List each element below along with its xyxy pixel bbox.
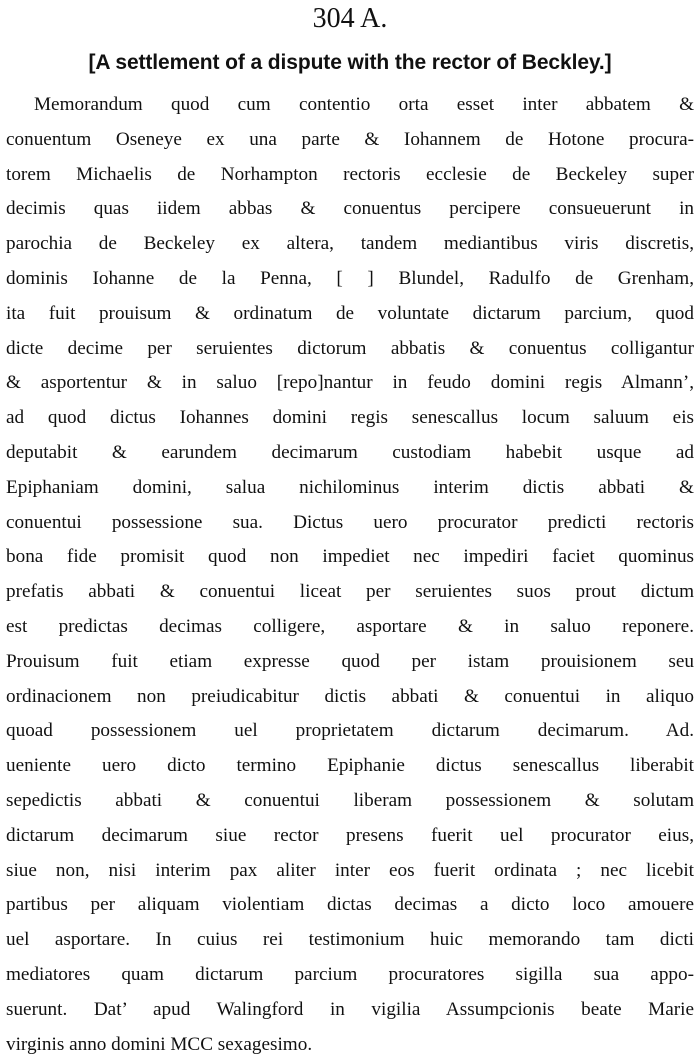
text-line: conuentum Oseneye ex una parte & Iohannem de Hotone procura- xyxy=(6,128,694,150)
text-line: decimis quas iidem abbas & conuentus percipere consueuerunt in xyxy=(6,198,694,220)
text-line: ad quod dictus Iohannes domini regis senescallus locum saluum eis xyxy=(6,407,694,429)
text-line: ita fuit prouisum & ordinatum de voluntate dictarum parcium, quod xyxy=(6,302,694,324)
text-line: est predictas decimas colligere, asportare & in saluo reponere. xyxy=(6,615,694,637)
text-line: Epiphaniam domini, salua nichilominus interim dictis abbati & xyxy=(6,476,694,498)
text-line: prefatis abbati & conuentui liceat per seruientes suos prout dictum xyxy=(6,581,694,603)
text-line: suerunt. Dat’ apud Walingford in vigilia Assumpcionis beate Marie xyxy=(6,998,694,1020)
text-line: Prouisum fuit etiam expresse quod per istam prouisionem seu xyxy=(6,650,694,672)
entry-heading: [A settlement of a dispute with the rector of Beckley.] xyxy=(88,51,612,74)
text-line: partibus per aliquam violentiam dictas decimas a dicto loco amouere xyxy=(6,894,694,916)
text-line: torem Michaelis de Norhampton rectoris ecclesie de Beckeley super xyxy=(6,163,694,185)
text-line: dictarum decimarum siue rector presens fuerit uel procurator eius, xyxy=(6,824,694,846)
text-line: ordinacionem non preiudicabitur dictis abbati & conuentui in aliquo xyxy=(6,685,694,707)
text-line: bona fide promisit quod non impediet nec impediri faciet quominus xyxy=(6,546,694,568)
text-line: parochia de Beckeley ex altera, tandem mediantibus viris discretis, xyxy=(6,233,694,255)
text-line: dicte decime per seruientes dictorum abbatis & conuentus colligantur xyxy=(6,337,694,359)
text-line: ueniente uero dicto termino Epiphanie dictus senescallus liberabit xyxy=(6,755,694,777)
text-line: quoad possessionem uel proprietatem dictarum decimarum. Ad. xyxy=(6,720,694,742)
text-line: & asportentur & in saluo [repo]nantur in feudo domini regis Almann’, xyxy=(6,372,694,394)
entry-number: 304 A. xyxy=(312,3,388,34)
text-line: sepedictis abbati & conuentui liberam possessionem & solutam xyxy=(6,789,694,811)
entry-text xyxy=(6,88,694,1062)
text-line: conuentui possessione sua. Dictus uero procurator predicti rectoris xyxy=(6,511,694,533)
text-line: mediatores quam dictarum parcium procuratores sigilla sua appo- xyxy=(6,963,694,985)
text-line: siue non, nisi interim pax aliter inter eos fuerit ordinata ; nec licebit xyxy=(6,859,694,881)
text-line: Memorandum quod cum contentio orta esset inter abbatem & xyxy=(34,94,694,115)
text-line: uel asportare. In cuius rei testimonium huic memorando tam dicti xyxy=(6,929,694,951)
text-line: dominis Iohanne de la Penna, [ ] Blundel, Radulfo de Grenham, xyxy=(6,267,694,289)
text-line: deputabit & earundem decimarum custodiam habebit usque ad xyxy=(6,441,694,463)
text-line: virginis anno domini MCC sexagesimo. xyxy=(6,1033,313,1055)
